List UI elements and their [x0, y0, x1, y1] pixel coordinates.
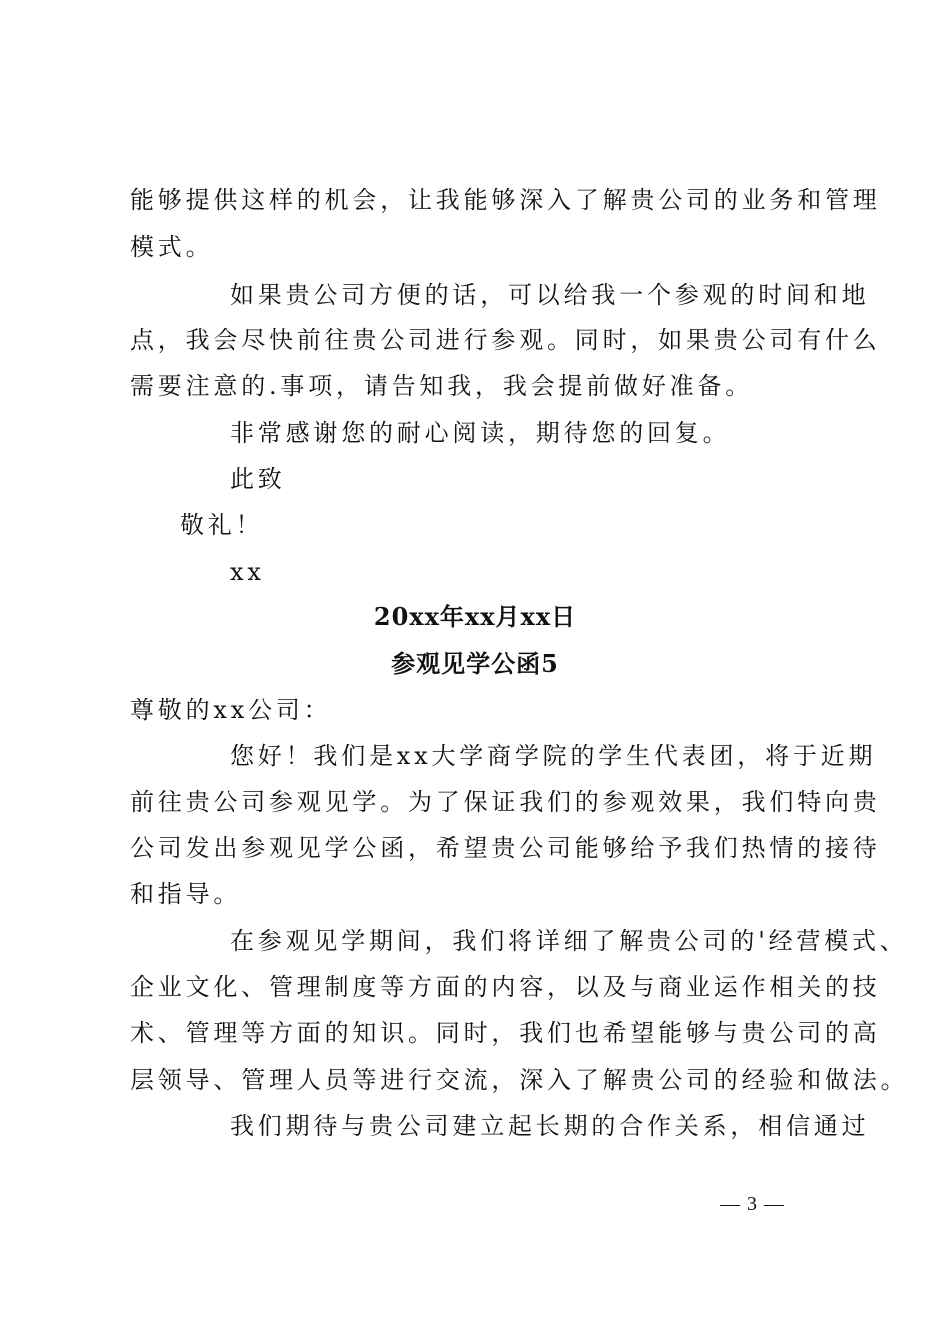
- page-number: — 3 —: [720, 1193, 785, 1215]
- closing-regards: 敬礼！: [180, 511, 264, 539]
- text-line: 点，我会尽快前往贵公司进行参观。同时，如果贵公司有什么: [130, 326, 881, 354]
- letter-date: 20xx年xx月xx日: [373, 602, 577, 631]
- text-line: 术、管理等方面的知识。同时，我们也希望能够与贵公司的高: [130, 1019, 881, 1047]
- signature: xx: [230, 558, 265, 586]
- closing-salutation: 此致: [230, 465, 286, 493]
- text-line: 我们期待与贵公司建立起长期的合作关系，相信通过: [230, 1112, 870, 1140]
- text-line: 公司发出参观见学公函，希望贵公司能够给予我们热情的接待: [130, 834, 881, 862]
- text-line: 需要注意的.事项，请告知我，我会提前做好准备。: [130, 372, 754, 400]
- text-line: 前往贵公司参观见学。为了保证我们的参观效果，我们特向贵: [130, 788, 881, 816]
- section-title: 参观见学公函5: [391, 649, 559, 678]
- text-line: 在参观见学期间，我们将详细了解贵公司的'经营模式、: [230, 927, 908, 955]
- text-line: 和指导。: [130, 880, 242, 908]
- text-line: 企业文化、管理制度等方面的内容，以及与商业运作相关的技: [130, 973, 881, 1001]
- text-line: 您好！我们是xx大学商学院的学生代表团，将于近期: [230, 742, 877, 770]
- greeting: 尊敬的xx公司：: [130, 696, 332, 724]
- text-line: 非常感谢您的耐心阅读，期待您的回复。: [230, 419, 731, 447]
- text-line: 能够提供这样的机会，让我能够深入了解贵公司的业务和管理: [130, 186, 881, 214]
- text-line: 层领导、管理人员等进行交流，深入了解贵公司的经验和做法。: [130, 1066, 909, 1094]
- text-line: 如果贵公司方便的话，可以给我一个参观的时间和地: [230, 281, 870, 309]
- text-line: 模式。: [130, 233, 214, 261]
